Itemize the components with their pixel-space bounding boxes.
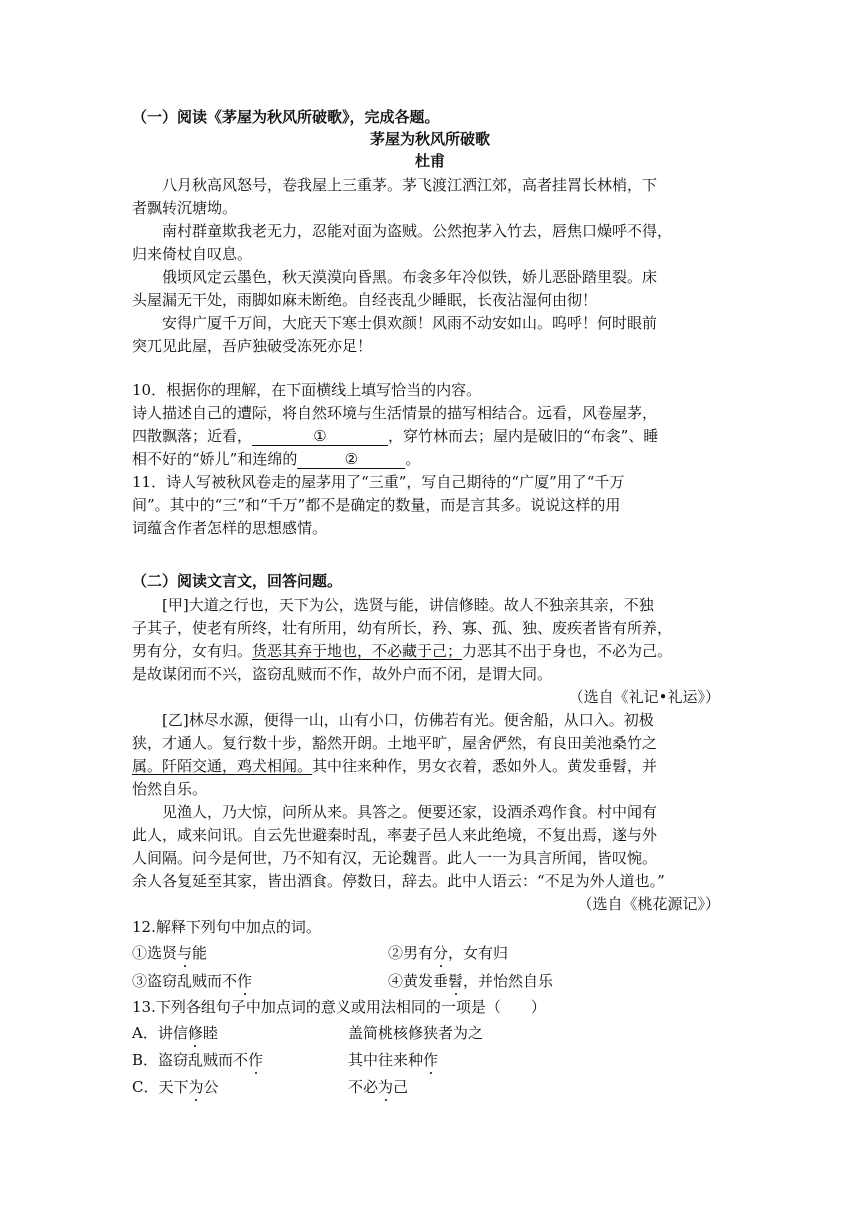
yi-line: [乙]林尽水源，便得一山，山有小口，仿佛若有光。便舍船，从口入。初极 <box>162 711 654 729</box>
yi-source: （选自《桃花源记》） <box>577 895 720 913</box>
jia-line: 子其子，使老有所终，壮有所用，幼有所长，矜、寡、孤、独、废疾者皆有所养， <box>132 619 673 637</box>
q10-line: 四散飘落；近看， ① ，穿竹林而去；屋内是破旧的“布衾”、睡 <box>132 427 659 445</box>
q12-stem: 12.解释下列句中加点的词。 <box>132 918 321 936</box>
q12-row <box>132 942 509 964</box>
jia-line: 男有分，女有归。货恶其弃于地也，不必藏于己；力恶其不出于身也，不必为己。 <box>132 642 673 660</box>
yi-line: 属。阡陌交通，鸡犬相闻。其中往来种作，男女衣着，悉如外人。黄发垂髫，并 <box>132 757 658 775</box>
q13-option-a: A．讲信修睦 <box>132 1024 218 1042</box>
poem-line: 安得广厦千万间，大庇天下寒士俱欢颜！风雨不动安如山。呜呼！何时眼前 <box>162 314 658 332</box>
q10-line: 诗人描述自己的遭际，将自然环境与生活情景的描写相结合。远看，风卷屋茅， <box>132 404 658 422</box>
q12-option: ②男有分，女有归 <box>388 944 509 962</box>
poem-line: 南村群童欺我老无力，忍能对面为盗贼。公然抱茅入竹去，唇焦口燥呼不得， <box>162 222 673 240</box>
yi-line: 此人，咸来问讯。自云先世避秦时乱，率妻子邑人来此绝境，不复出焉，遂与外 <box>132 826 658 844</box>
poem-line: 突兀见此屋，吾庐独破受冻死亦足！ <box>132 337 373 355</box>
yi-line: 余人各复延至其家，皆出酒食。停数日，辞去。此中人语云：“不足为外人道也。” <box>132 872 665 890</box>
q13-row <box>132 1022 484 1044</box>
q10-stem: 10．根据你的理解，在下面横线上填写恰当的内容。 <box>132 381 482 399</box>
q12-option: ③盗窃乱贼而不作 <box>132 972 253 990</box>
poem-line: 归来倚杖自叹息。 <box>132 245 253 263</box>
q10-blank-2[interactable]: ② <box>297 450 405 469</box>
q10-blank-1[interactable]: ① <box>252 427 388 446</box>
q13-option-b: 盖简桃核修狭者为之 <box>348 1024 484 1042</box>
q11-line: 间”。其中的“三”和“千万”都不是确定的数量，而是言其多。说说这样的用 <box>132 496 621 514</box>
q12-option: ①选贤与能 <box>132 944 208 962</box>
section1-heading: （一）阅读《茅屋为秋风所破歌》，完成各题。 <box>132 108 440 126</box>
yi-line: 狭，才通人。复行数十步，豁然开朗。土地平旷，屋舍俨然，有良田美池桑竹之 <box>132 734 658 752</box>
q13-option-b: 其中往来种作 <box>348 1051 439 1069</box>
q13-option-a: C．天下为公 <box>132 1078 219 1096</box>
poem-line: 俄顷风定云墨色，秋天漠漠向昏黑。布衾多年冷似铁，娇儿恶卧踏里裂。床 <box>162 268 658 286</box>
poem-line: 头屋漏无干处，雨脚如麻未断绝。自经丧乱少睡眠，长夜沾湿何由彻！ <box>132 291 598 309</box>
q13-stem: 13.下列各组句子中加点词的意义或用法相同的一项是（ ） <box>132 998 546 1016</box>
q13-row <box>132 1049 439 1071</box>
q11-line: 11．诗人写被秋风卷走的屋茅用了“三重”，写自己期待的“广厦”用了“千万 <box>132 473 625 491</box>
poem-line: 八月秋高风怒号，卷我屋上三重茅。茅飞渡江洒江郊，高者挂罥长林梢，下 <box>162 176 658 194</box>
q12-option: ④黄发垂髫，并怡然自乐 <box>388 972 554 990</box>
poem-line: 者飘转沉塘坳。 <box>132 199 238 217</box>
poem-author: 杜甫 <box>414 152 445 170</box>
q13-option-b: 不必为己 <box>348 1078 409 1096</box>
yi-line: 人间隔。问今是何世，乃不知有汉，无论魏晋。此人一一为具言所闻，皆叹惋。 <box>132 849 658 867</box>
underlined-sentence: 货恶其弃于地也，不必藏于己； <box>252 642 463 660</box>
section2-heading: （二）阅读文言文，回答问题。 <box>132 572 343 590</box>
q13-option-a: B．盗窃乱贼而不作 <box>132 1051 264 1069</box>
q11-line: 词蕴含作者怎样的思想感情。 <box>132 519 328 537</box>
jia-source: （选自《礼记•礼运》） <box>568 688 720 706</box>
poem-title: 茅屋为秋风所破歌 <box>369 130 490 148</box>
q10-line: 相不好的“娇儿”和连绵的 ② 。 <box>132 450 421 468</box>
jia-line: 是故谋闭而不兴，盗窃乱贼而不作，故外户而不闭，是谓大同。 <box>132 665 553 683</box>
yi-line: 见渔人，乃大惊，问所从来。具答之。便要还家，设酒杀鸡作食。村中闻有 <box>162 803 658 821</box>
q13-row <box>132 1076 409 1098</box>
q12-row <box>132 970 554 992</box>
yi-line: 怡然自乐。 <box>132 780 208 798</box>
jia-line: [甲]大道之行也，天下为公，选贤与能，讲信修睦。故人不独亲其亲，不独 <box>162 596 654 614</box>
underlined-sentence: 属。阡陌交通，鸡犬相闻。 <box>132 757 313 775</box>
